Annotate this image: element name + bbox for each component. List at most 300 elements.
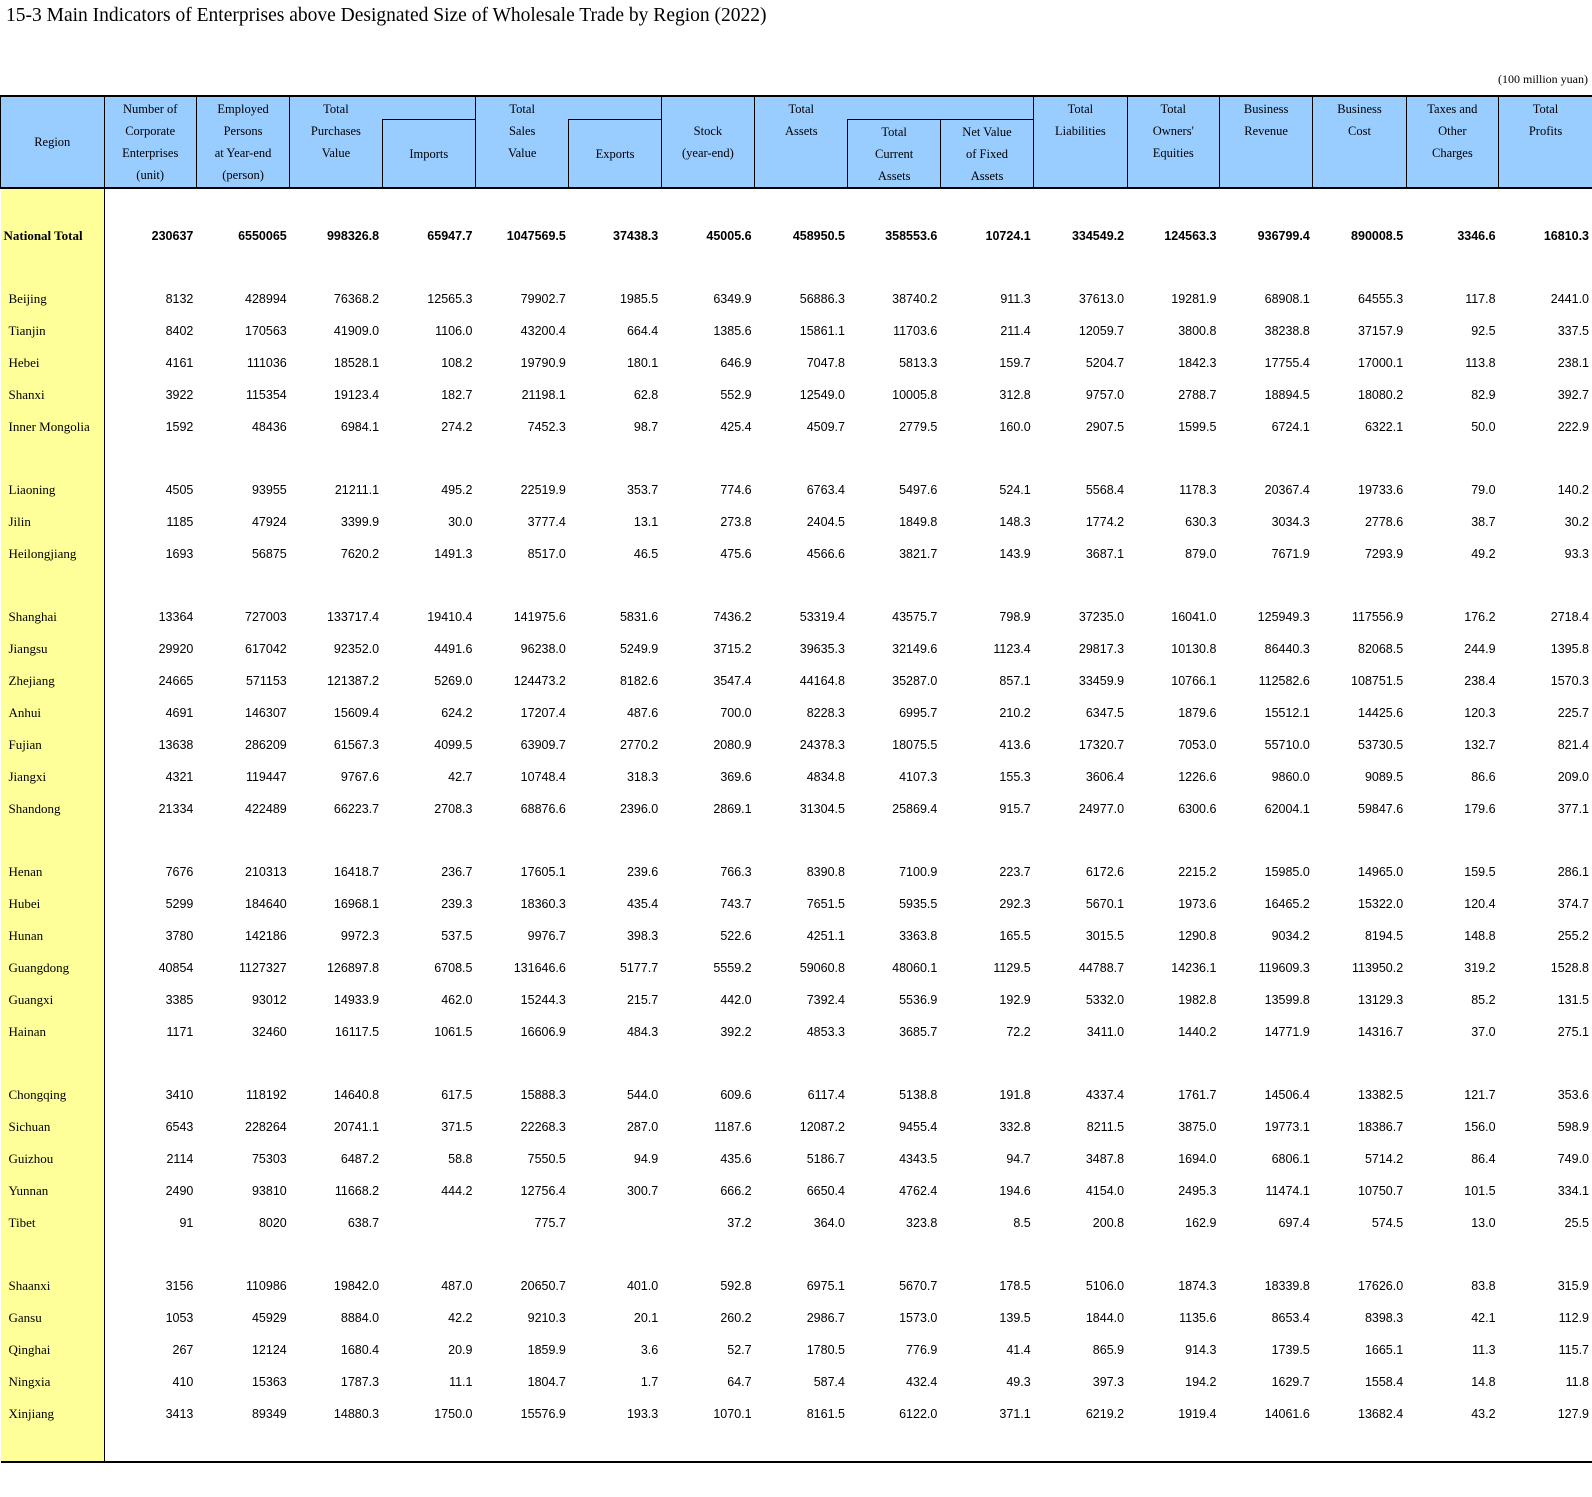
value-cell (569, 1430, 661, 1462)
value-cell: 200.8 (1092, 1216, 1125, 1230)
value-cell (104, 570, 196, 601)
value-cell: 115354 (245, 388, 287, 402)
value-cell: 29817.3 (1078, 642, 1125, 656)
value-cell: 108751.5 (1351, 674, 1404, 688)
value-cell (940, 1048, 1033, 1079)
value-cell: 91 (179, 1216, 194, 1230)
value-cell: 47924 (251, 515, 287, 529)
value-cell: 2404.5 (806, 515, 845, 529)
value-cell: 32149.6 (892, 642, 938, 656)
value-cell (1499, 825, 1592, 856)
region-cell: Jilin (1, 506, 105, 538)
value-cell (569, 1207, 661, 1239)
value-cell: 865.9 (1092, 1343, 1125, 1357)
value-cell (1034, 1048, 1127, 1079)
header-cost: Business Cost (1313, 96, 1406, 188)
value-cell: 2708.3 (434, 802, 473, 816)
value-cell: 286209 (245, 738, 287, 752)
value-cell: 1693 (165, 547, 194, 561)
value-cell: 52.7 (727, 1343, 752, 1357)
value-cell: 75303 (251, 1152, 287, 1166)
value-cell: 798.9 (999, 610, 1031, 624)
value-cell: 260.2 (720, 1311, 752, 1325)
value-cell: 96238.0 (520, 642, 566, 656)
value-cell (1313, 1430, 1406, 1462)
value-cell: 20.9 (448, 1343, 473, 1357)
value-cell: 2495.3 (1178, 1184, 1217, 1198)
value-cell: 15861.1 (799, 324, 845, 338)
value-cell: 41.4 (1006, 1343, 1031, 1357)
value-cell: 544.0 (626, 1088, 659, 1102)
value-cell (382, 1239, 475, 1270)
value-cell: 1849.8 (899, 515, 938, 529)
value-cell: 210313 (245, 865, 287, 879)
value-cell: 15244.3 (520, 993, 566, 1007)
value-cell: 18894.5 (1264, 388, 1310, 402)
value-cell: 159.5 (1464, 865, 1496, 879)
value-cell: 6708.5 (434, 961, 473, 975)
table-row (1, 984, 1592, 1016)
value-cell: 68876.6 (520, 802, 566, 816)
value-cell: 120.4 (1464, 897, 1496, 911)
value-cell: 4834.8 (806, 770, 845, 784)
value-cell (755, 188, 848, 220)
value-cell: 21211.1 (334, 483, 380, 497)
value-cell: 12756.4 (520, 1184, 566, 1198)
value-cell: 3034.3 (1271, 515, 1310, 529)
value-cell: 435.6 (720, 1152, 752, 1166)
value-cell: 22268.3 (520, 1120, 566, 1134)
value-cell: 15512.1 (1264, 706, 1310, 720)
value-cell: 1844.0 (1085, 1311, 1125, 1325)
region-cell: Hebei (1, 347, 105, 379)
value-cell: 18339.8 (1264, 1279, 1310, 1293)
region-cell: Shanxi (1, 379, 105, 411)
value-cell: 3777.4 (527, 515, 566, 529)
value-cell: 31304.5 (799, 802, 845, 816)
value-cell (661, 1430, 754, 1462)
value-cell: 1665.1 (1364, 1343, 1404, 1357)
value-cell: 1739.5 (1271, 1343, 1310, 1357)
value-cell: 574.5 (1371, 1216, 1404, 1230)
value-cell: 4762.4 (899, 1184, 938, 1198)
value-cell: 16465.2 (1264, 897, 1310, 911)
value-cell: 666.2 (720, 1184, 752, 1198)
value-cell: 487.0 (441, 1279, 473, 1293)
value-cell: 7392.4 (806, 993, 845, 1007)
value-cell: 92352.0 (333, 642, 380, 656)
value-cell: 3800.8 (1178, 324, 1217, 338)
value-cell: 319.2 (1464, 961, 1496, 975)
value-cell: 775.7 (534, 1216, 566, 1230)
value-cell: 72.2 (1006, 1025, 1031, 1039)
value-cell: 65947.7 (427, 229, 473, 243)
value-cell: 1491.3 (434, 547, 473, 561)
region-cell (1, 443, 105, 474)
table-row (1, 1334, 1592, 1366)
value-cell: 86.6 (1471, 770, 1496, 784)
value-cell: 587.4 (813, 1375, 845, 1389)
value-cell: 170563 (245, 324, 287, 338)
value-cell (196, 1239, 289, 1270)
value-cell: 18080.2 (1358, 388, 1404, 402)
value-cell: 5138.8 (899, 1088, 938, 1102)
region-cell: Yunnan (1, 1175, 105, 1207)
value-cell: 8132 (165, 292, 194, 306)
value-cell: 6975.1 (806, 1279, 845, 1293)
value-cell (940, 443, 1033, 474)
value-cell: 18386.7 (1358, 1120, 1404, 1134)
value-cell: 19410.4 (427, 610, 473, 624)
value-cell: 13129.3 (1358, 993, 1404, 1007)
value-cell: 749.0 (1557, 1152, 1589, 1166)
value-cell: 25.5 (1564, 1216, 1589, 1230)
value-cell (1127, 252, 1219, 283)
value-cell: 1774.2 (1085, 515, 1125, 529)
value-cell (104, 443, 196, 474)
value-cell: 7293.9 (1364, 547, 1404, 561)
value-cell: 68908.1 (1264, 292, 1310, 306)
value-cell: 192.9 (999, 993, 1031, 1007)
header-stock: Stock (year-end) (661, 96, 754, 188)
value-cell: 37613.0 (1078, 292, 1125, 306)
value-cell: 179.6 (1464, 802, 1496, 816)
value-cell: 1061.5 (434, 1025, 473, 1039)
value-cell: 62.8 (633, 388, 659, 402)
value-cell: 3399.9 (340, 515, 380, 529)
value-cell: 936799.4 (1257, 229, 1310, 243)
value-cell: 12059.7 (1078, 324, 1125, 338)
value-cell: 82.9 (1471, 388, 1496, 402)
value-cell: 273.8 (720, 515, 752, 529)
value-cell: 24665 (158, 674, 194, 688)
value-cell: 126897.8 (326, 961, 380, 975)
value-cell (940, 570, 1033, 601)
value-cell: 727003 (245, 610, 287, 624)
value-cell: 6650.4 (806, 1184, 845, 1198)
value-cell (848, 252, 940, 283)
value-cell: 401.0 (626, 1279, 659, 1293)
value-cell: 5714.2 (1364, 1152, 1404, 1166)
value-cell: 6543 (165, 1120, 194, 1134)
value-cell: 914.3 (1185, 1343, 1217, 1357)
spacer-row (1, 252, 1592, 283)
value-cell: 8.5 (1013, 1216, 1031, 1230)
value-cell: 93810 (251, 1184, 287, 1198)
value-cell (1127, 188, 1219, 220)
value-cell: 432.4 (906, 1375, 938, 1389)
value-cell: 56886.3 (799, 292, 845, 306)
value-cell: 274.2 (441, 420, 473, 434)
value-cell: 45005.6 (706, 229, 752, 243)
value-cell: 6117.4 (807, 1088, 845, 1102)
value-cell: 5568.4 (1085, 483, 1125, 497)
region-cell: Qinghai (1, 1334, 105, 1366)
value-cell: 911.3 (1000, 292, 1031, 306)
value-cell: 1787.3 (340, 1375, 380, 1389)
value-cell: 127.9 (1557, 1407, 1589, 1421)
value-cell: 9972.3 (340, 929, 380, 943)
value-cell: 4154.0 (1085, 1184, 1125, 1198)
value-cell: 392.7 (1557, 388, 1589, 402)
value-cell: 13382.5 (1358, 1088, 1404, 1102)
value-cell: 11474.1 (1265, 1184, 1310, 1198)
value-cell (755, 443, 848, 474)
region-cell: Tianjin (1, 315, 105, 347)
value-cell: 12087.2 (799, 1120, 845, 1134)
header-fixed-assets: Net Value of Fixed Assets (940, 120, 1033, 189)
value-cell: 49.3 (1006, 1375, 1031, 1389)
value-cell: 2490 (165, 1184, 194, 1198)
value-cell: 3156 (165, 1279, 194, 1293)
value-cell: 8398.3 (1364, 1311, 1404, 1325)
value-cell: 13364 (158, 610, 194, 624)
value-cell: 37.0 (1471, 1025, 1496, 1039)
value-cell: 142186 (245, 929, 287, 943)
region-cell: Tibet (1, 1207, 105, 1239)
value-cell: 50.0 (1471, 420, 1496, 434)
table-row (1, 793, 1592, 825)
value-cell: 131.5 (1557, 993, 1589, 1007)
value-cell: 48060.1 (892, 961, 938, 975)
value-cell: 64.7 (727, 1375, 752, 1389)
value-cell (382, 825, 475, 856)
value-cell (848, 1239, 940, 1270)
value-cell: 43575.7 (892, 610, 938, 624)
table-row (1, 1175, 1592, 1207)
value-cell: 1694.0 (1178, 1152, 1217, 1166)
value-cell: 5249.9 (619, 642, 659, 656)
value-cell: 24977.0 (1078, 802, 1125, 816)
region-cell: Guizhou (1, 1143, 105, 1175)
value-cell (196, 825, 289, 856)
spacer-row (1, 1048, 1592, 1079)
region-cell (1, 1430, 105, 1462)
value-cell: 312.8 (999, 388, 1031, 402)
value-cell: 141975.6 (513, 610, 566, 624)
region-cell: Hubei (1, 888, 105, 920)
value-cell: 3015.5 (1085, 929, 1125, 943)
value-cell (196, 1048, 289, 1079)
value-cell: 630.3 (1185, 515, 1217, 529)
value-cell: 7676 (165, 865, 194, 879)
value-cell: 5831.6 (619, 610, 659, 624)
value-cell (1313, 825, 1406, 856)
value-cell: 132.7 (1464, 738, 1496, 752)
table-row (1, 1207, 1592, 1239)
region-cell (1, 252, 105, 283)
total-row (1, 220, 1592, 252)
value-cell: 92.5 (1471, 324, 1496, 338)
value-cell: 113.8 (1465, 356, 1496, 370)
value-cell (196, 1430, 289, 1462)
value-cell: 5536.9 (899, 993, 938, 1007)
value-cell: 398.3 (626, 929, 659, 943)
value-cell: 6172.6 (1085, 865, 1125, 879)
value-cell: 4509.7 (806, 420, 845, 434)
value-cell (1406, 252, 1498, 283)
table-row (1, 1398, 1592, 1430)
value-cell (475, 443, 568, 474)
value-cell: 998326.8 (326, 229, 380, 243)
value-cell (1406, 1239, 1498, 1270)
value-cell: 15363 (251, 1375, 287, 1389)
value-cell: 14771.9 (1264, 1025, 1310, 1039)
value-cell (1406, 188, 1498, 220)
region-cell: Inner Mongolia (1, 411, 105, 443)
value-cell: 5497.6 (899, 483, 938, 497)
value-cell: 239.3 (441, 897, 473, 911)
value-cell (1127, 1048, 1219, 1079)
value-cell (290, 1430, 382, 1462)
value-cell: 9860.0 (1271, 770, 1310, 784)
value-cell: 94.7 (1006, 1152, 1031, 1166)
value-cell: 17000.1 (1358, 356, 1404, 370)
value-cell: 223.7 (999, 865, 1031, 879)
value-cell (940, 1430, 1033, 1462)
region-cell: Zhejiang (1, 665, 105, 697)
value-cell: 20741.1 (333, 1120, 380, 1134)
region-cell: Hainan (1, 1016, 105, 1048)
value-cell: 358553.6 (885, 229, 938, 243)
value-cell: 17207.4 (520, 706, 566, 720)
value-cell: 2869.1 (713, 802, 752, 816)
value-cell: 9976.7 (527, 929, 566, 943)
value-cell: 15576.9 (520, 1407, 566, 1421)
header-employed: Employed Persons at Year-end (person) (196, 96, 289, 188)
value-cell: 3821.7 (899, 547, 938, 561)
value-cell: 3922 (165, 388, 194, 402)
value-cell: 1761.7 (1178, 1088, 1217, 1102)
value-cell: 160.0 (999, 420, 1031, 434)
table-row (1, 888, 1592, 920)
value-cell: 287.0 (626, 1120, 659, 1134)
value-cell: 56875 (251, 547, 287, 561)
value-cell: 286.1 (1557, 865, 1589, 879)
table-row (1, 283, 1592, 315)
region-cell (1, 825, 105, 856)
value-cell (661, 188, 754, 220)
value-cell: 11.3 (1472, 1343, 1496, 1357)
value-cell (382, 252, 475, 283)
value-cell: 210.2 (999, 706, 1031, 720)
value-cell: 6487.2 (340, 1152, 380, 1166)
value-cell (755, 1048, 848, 1079)
value-cell: 10724.1 (985, 229, 1031, 243)
value-cell: 236.7 (441, 865, 473, 879)
value-cell (1499, 1239, 1592, 1270)
value-cell: 1178.3 (1179, 483, 1217, 497)
table-row (1, 665, 1592, 697)
region-cell: Shanghai (1, 601, 105, 633)
value-cell (1127, 1430, 1219, 1462)
spacer-row (1, 188, 1592, 220)
value-cell: 524.1 (999, 483, 1031, 497)
value-cell (290, 825, 382, 856)
value-cell: 2779.5 (899, 420, 938, 434)
value-cell: 7100.9 (899, 865, 938, 879)
value-cell: 1973.6 (1178, 897, 1217, 911)
value-cell (569, 1239, 661, 1270)
value-cell: 7452.3 (527, 420, 566, 434)
value-cell: 46.5 (633, 547, 659, 561)
value-cell: 43.2 (1471, 1407, 1496, 1421)
value-cell: 18075.5 (892, 738, 938, 752)
region-cell: Guangdong (1, 952, 105, 984)
value-cell: 20.1 (633, 1311, 659, 1325)
value-cell: 552.9 (720, 388, 752, 402)
value-cell: 5559.2 (713, 961, 752, 975)
value-cell (755, 1430, 848, 1462)
value-cell: 638.7 (347, 1216, 380, 1230)
table-row (1, 633, 1592, 665)
value-cell: 458950.5 (792, 229, 845, 243)
value-cell: 5670.7 (899, 1279, 938, 1293)
value-cell: 821.4 (1557, 738, 1589, 752)
spacer-row (1, 1430, 1592, 1462)
header-enterprises: Number of Corporate Enterprises (unit) (104, 96, 196, 188)
value-cell: 4566.6 (806, 547, 845, 561)
value-cell (1034, 252, 1127, 283)
value-cell: 117556.9 (1351, 610, 1404, 624)
value-cell: 24378.3 (799, 738, 845, 752)
value-cell (382, 443, 475, 474)
value-cell: 5204.7 (1085, 356, 1125, 370)
value-cell: 4505 (165, 483, 194, 497)
value-cell: 37157.9 (1358, 324, 1404, 338)
value-cell: 364.0 (813, 1216, 845, 1230)
value-cell: 85.2 (1471, 993, 1496, 1007)
value-cell: 16968.1 (333, 897, 380, 911)
value-cell: 3410 (165, 1088, 194, 1102)
value-cell: 371.1 (999, 1407, 1031, 1421)
table-row (1, 315, 1592, 347)
value-cell (382, 1048, 475, 1079)
value-cell (1034, 443, 1127, 474)
value-cell: 1440.2 (1178, 1025, 1217, 1039)
value-cell: 10748.4 (520, 770, 566, 784)
table-body (1, 188, 1592, 1462)
value-cell: 16117.5 (334, 1025, 380, 1039)
value-cell (290, 1048, 382, 1079)
value-cell: 121.7 (1464, 1088, 1496, 1102)
value-cell: 239.6 (626, 865, 659, 879)
value-cell (196, 443, 289, 474)
value-cell: 98.7 (633, 420, 659, 434)
value-cell (1406, 825, 1498, 856)
value-cell: 3413 (165, 1407, 194, 1421)
value-cell: 93012 (251, 993, 287, 1007)
value-cell: 1528.8 (1550, 961, 1589, 975)
value-cell (1406, 570, 1498, 601)
value-cell: 617.5 (441, 1088, 473, 1102)
value-cell: 1874.3 (1178, 1279, 1217, 1293)
value-cell: 774.6 (720, 483, 752, 497)
data-table (0, 95, 1592, 1463)
value-cell: 6984.1 (340, 420, 380, 434)
value-cell: 8517.0 (527, 547, 566, 561)
value-cell: 6995.7 (899, 706, 938, 720)
value-cell: 7436.2 (713, 610, 752, 624)
value-cell (475, 1430, 568, 1462)
value-cell: 12124 (251, 1343, 287, 1357)
value-cell: 353.7 (626, 483, 659, 497)
value-cell (940, 825, 1033, 856)
value-cell (1406, 1048, 1498, 1079)
region-cell: Heilongjiang (1, 538, 105, 570)
value-cell: 3715.2 (713, 642, 752, 656)
value-cell: 1123.4 (993, 642, 1031, 656)
